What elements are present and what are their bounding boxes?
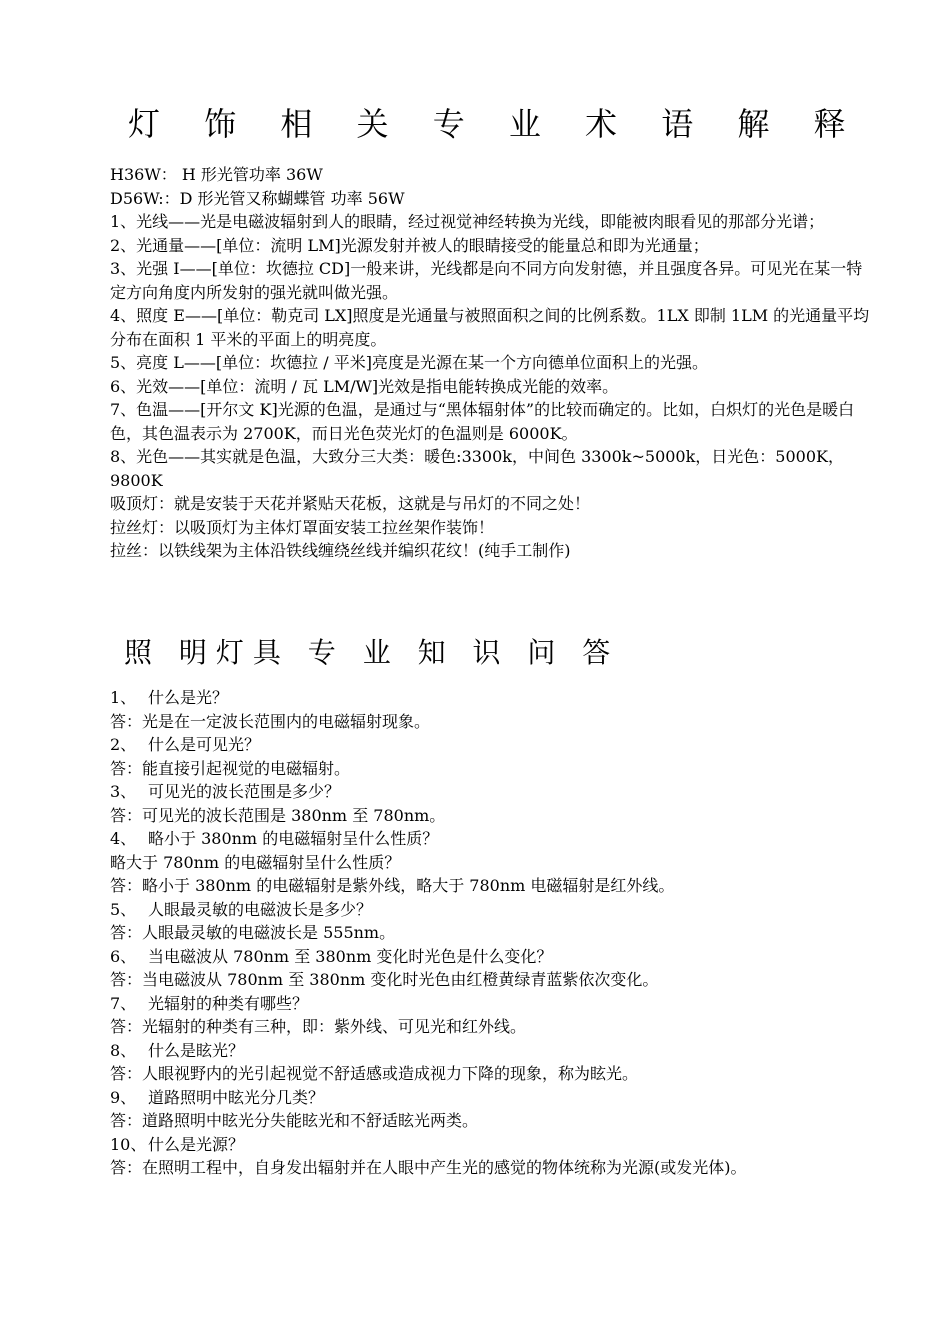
- question-line: [110, 686, 870, 710]
- answer-line: 答：光辐射的种类有三种，即：紫外线、可见光和红外线。: [110, 1017, 527, 1036]
- qa-section: [110, 686, 870, 1180]
- section-title-terms: 灯 饰 相 关 专 业 术 语 解 释: [128, 105, 863, 143]
- term-line: 6、光效——[单位：流明 / 瓦 LM/W]光效是指电能转换成光能的效率。: [110, 376, 619, 396]
- question-line: [110, 1133, 870, 1157]
- question-number: 3、: [110, 782, 137, 801]
- question-line: [110, 827, 870, 851]
- question-number: 8、: [110, 1040, 137, 1060]
- term-line: 5、亮度 L——[单位：坎德拉 / 平米]亮度是光源在某一个方向德单位面积上的光强。: [110, 353, 708, 372]
- question-line-continued: 略大于 780nm 的电磁辐射呈什么性质？: [110, 852, 401, 872]
- question-text: 当电磁波从 780nm 至 380nm 变化时光色是什么变化？: [148, 946, 553, 966]
- question-line: [110, 1039, 870, 1063]
- term-paragraph: 1、光线——光是电磁波辐射到人的眼睛，经过视觉神经转换为光线，即能被肉眼看见的那部分光谱；: [110, 212, 825, 231]
- question-line: [110, 945, 870, 969]
- term-paragraph: 4、照度 E——[单位：勒克司 LX]照度是光通量与被照面积之间的比例系数。1LX 即制 1LM 的光通量平均分布在面积 1 平米的平面上的明亮度。: [110, 306, 870, 349]
- term-line: 拉丝：以铁线架为主体沿铁线缠绕丝线并编织花纹！(纯手工制作): [110, 541, 571, 560]
- question-text: 人眼最灵敏的电磁波长是多少？: [148, 899, 373, 919]
- section-title-qa: 照 明灯具 专 业 知 识 问 答: [124, 636, 620, 669]
- question-line: [110, 733, 870, 757]
- question-text: 什么是光？: [148, 688, 229, 707]
- question-number: 9、: [110, 1087, 137, 1107]
- question-text: 什么是眩光？: [148, 1040, 245, 1060]
- question-number: 5、: [110, 899, 137, 919]
- answer-line: 答：可见光的波长范围是 380nm 至 780nm。: [110, 805, 446, 825]
- question-text: 可见光的波长范围是多少？: [148, 782, 341, 801]
- term-paragraph: 3、光强 I——[单位：坎德拉 CD]一般来讲，光线都是向不同方向发射德，并且强度各异。可见光在某一特定方向角度内所发射的强光就叫做光强。: [110, 259, 863, 302]
- terms-section: [110, 163, 870, 563]
- question-number: 7、: [110, 993, 137, 1013]
- question-text: 道路照明中眩光分几类？: [148, 1087, 325, 1107]
- question-number: 6、: [110, 946, 137, 966]
- question-text: 什么是光源？: [148, 1134, 245, 1154]
- question-line: [110, 780, 870, 804]
- term-line: H36W： H 形光管功率 36W: [110, 165, 323, 184]
- question-line: [110, 898, 870, 922]
- term-line: 拉丝灯：以吸顶灯为主体灯罩面安装工拉丝架作装饰！: [110, 517, 495, 537]
- answer-line: 答：人眼最灵敏的电磁波长是 555nm。: [110, 923, 396, 942]
- term-line: 2、光通量——[单位：流明 LM]光源发射并被人的眼睛接受的能量总和即为光通量；: [110, 235, 709, 255]
- answer-line: 答：道路照明中眩光分失能眩光和不舒适眩光两类。: [110, 1111, 479, 1130]
- answer-line: 答：光是在一定波长范围内的电磁辐射现象。: [110, 711, 431, 731]
- question-line: [110, 992, 870, 1016]
- answer-line: 答：在照明工程中，自身发出辐射并在人眼中产生光的感觉的物体统称为光源(或发光体)。: [110, 1158, 747, 1177]
- term-paragraph: 8、光色——其实就是色温，大致分三大类：暖色:3300k，中间色 3300k~5000k，日光色：5000K， 9800K: [110, 447, 844, 490]
- term-line: D56W:：D 形光管又称蝴蝶管 功率 56W: [110, 188, 405, 208]
- question-text: 略小于 380nm 的电磁辐射呈什么性质？: [148, 829, 439, 848]
- question-number: 4、: [110, 829, 137, 848]
- question-number: 10、: [110, 1134, 147, 1154]
- question-text: 光辐射的种类有哪些？: [148, 993, 309, 1013]
- answer-line: 答：人眼视野内的光引起视觉不舒适感或造成视力下降的现象，称为眩光。: [110, 1064, 639, 1083]
- term-paragraph: 7、色温——[开尔文 K]光源的色温，是通过与“黑体辐射体”的比较而确定的。比如，白炽灯的光色是暖白色，其色温表示为 2700K，而日光色荧光灯的色温则是 6000K。: [110, 400, 855, 443]
- answer-line: 答：能直接引起视觉的电磁辐射。: [110, 758, 351, 778]
- question-number: 2、: [110, 735, 137, 754]
- term-line: 吸顶灯：就是安装于天花并紧贴天花板，这就是与吊灯的不同之处！: [110, 494, 591, 513]
- question-text: 什么是可见光？: [148, 735, 261, 754]
- answer-line: 答：当电磁波从 780nm 至 380nm 变化时光色由红橙黄绿青蓝紫依次变化。: [110, 970, 659, 989]
- answer-line: 答：略小于 380nm 的电磁辐射是紫外线，略大于 780nm 电磁辐射是红外线。: [110, 876, 675, 895]
- question-line: [110, 1086, 870, 1110]
- question-number: 1、: [110, 688, 137, 707]
